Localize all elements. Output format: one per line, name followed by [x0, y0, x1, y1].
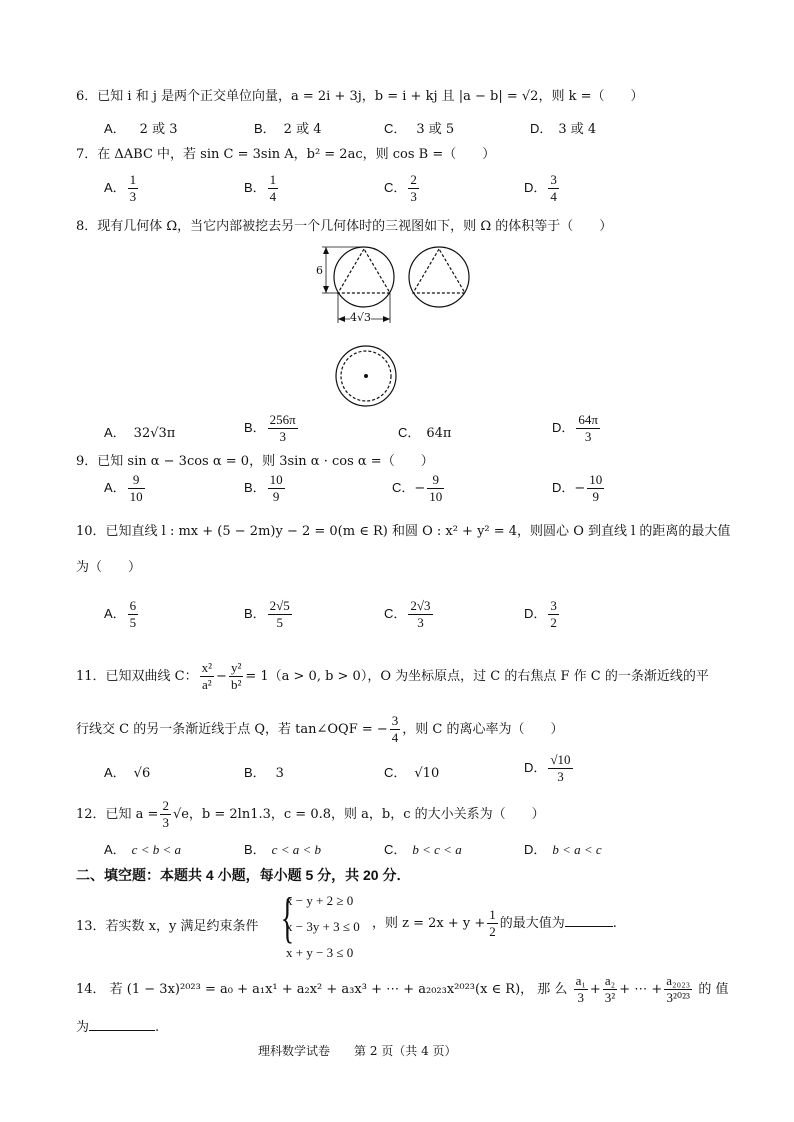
q7-option-a[interactable]: A． $\frac{1}{3}$	[104, 172, 137, 204]
q10-option-d[interactable]: D． $\frac{3}{2}$	[524, 598, 557, 630]
q13-constraint-brace: {	[280, 887, 295, 949]
q9-option-c[interactable]: C．− $\frac{9}{10}$	[392, 472, 443, 504]
q13-stem-a: 13．若实数 x，y 满足约束条件	[76, 919, 259, 934]
q9-option-d[interactable]: D．− $\frac{10}{9}$	[552, 472, 603, 504]
height-dim-label: 6	[316, 264, 323, 277]
height-arrow-bottom	[323, 286, 329, 293]
q8-option-d[interactable]: D． $\frac{64\pi}{3}$	[552, 412, 598, 444]
top-view-center-dot	[364, 374, 368, 378]
q14-answer-blank[interactable]	[89, 1018, 155, 1031]
q9-stem: 9．已知 sin α − 3cos α = 0，则 3sin α · cos α =（ ）	[76, 454, 434, 469]
q6-option-d[interactable]: D． 3 或 4	[530, 121, 597, 137]
q10-stem-line1: 10．已知直线 l : mx + (5 − 2m)y − 2 = 0(m ∈ R) 和圆 O : x² + y² = 4，则圆心 O 到直线 l 的距离的最大值	[76, 524, 731, 539]
q13-constraint-1: x − y + 2 ≥ 0	[286, 893, 354, 908]
q6-stem: 6．已知 i 和 j 是两个正交单位向量，a = 2i + 3j，b = i + kj 且 |a − b| = √2，则 k =（ ）	[76, 89, 644, 104]
q6-option-b[interactable]: B． 2 或 4	[254, 121, 322, 137]
q11-option-d[interactable]: D． $\frac{√10}{3}$	[524, 752, 571, 784]
q13-constraint-3: x + y − 3 ≤ 0	[286, 945, 354, 960]
q12-option-d[interactable]: D． b < a < c	[524, 842, 602, 857]
q11-option-b[interactable]: B． 3	[244, 765, 284, 781]
side-view-circle	[409, 247, 469, 307]
q8-option-c[interactable]: C． 64π	[398, 425, 452, 441]
q14-stem-line1: 14． 若 (1 − 3x)²⁰²³ = a₀ + a₁x¹ + a₂x² + a₃x³ + ⋯ + a₂₀₂₃x²⁰²³(x ∈ R)， 那 么 $\frac{\text{a₁}}{3}$ + $\frac{\text{a₂}}{\text{3²}}$ + ⋯ + $\frac{\text{a₂₀₂₃}}{\text{3²⁰²³}}$ 的 值	[76, 973, 729, 1005]
q11-option-c[interactable]: C． √10	[384, 765, 440, 781]
q11-stem-line2: 行线交 C 的另一条渐近线于点 Q，若 tan∠OQF = − $\frac{3}{4}$ ，则 C 的离心率为（ ）	[76, 713, 564, 745]
width-arrow-right	[383, 316, 390, 322]
q8-stem: 8．现有几何体 Ω，当它内部被挖去另一个几何体时的三视图如下，则 Ω 的体积等于（ ）	[76, 219, 613, 234]
q7-option-d[interactable]: D． $\frac{3}{4}$	[524, 172, 557, 204]
front-view-circle	[334, 247, 394, 307]
q6-option-c[interactable]: C． 3 或 5	[384, 121, 455, 137]
three-view-diagram	[0, 238, 794, 408]
q12-stem: 12．已知 a = $\frac{2}{3}$ √e，b = 2ln1.3，c = 0.8，则 a，b，c 的大小关系为（ ）	[76, 798, 545, 830]
q7-option-b[interactable]: B． $\frac{1}{4}$	[244, 172, 277, 204]
q10-option-b[interactable]: B． $\frac{2√5}{5}$	[244, 598, 290, 630]
q12-option-a[interactable]: A． c < b < a	[104, 842, 181, 857]
side-view-triangle	[413, 249, 465, 293]
q12-option-c[interactable]: C． b < c < a	[384, 842, 462, 857]
q7-stem: 7．在 ΔABC 中，若 sin C = 3sin A，b² = 2ac，则 cos B =（ ）	[76, 147, 496, 162]
q13-answer-blank[interactable]	[565, 914, 613, 927]
q9-option-b[interactable]: B． $\frac{10}{9}$	[244, 472, 283, 504]
q6-option-a[interactable]: A． 2 或 3	[104, 121, 178, 137]
front-view-triangle	[338, 249, 390, 293]
q10-option-a[interactable]: A． $\frac{6}{5}$	[104, 598, 137, 630]
q11-option-a[interactable]: A． √6	[104, 765, 151, 781]
section-2-heading: 二、填空题：本题共 4 小题，每小题 5 分，共 20 分．	[76, 867, 411, 883]
width-dim-label: 4√3	[350, 311, 372, 324]
q13-stem-b: ，则 z = 2x + y + $\frac{1}{2}$ 的最大值为 .	[372, 907, 617, 939]
q8-option-b[interactable]: B． $\frac{256\pi}{3}$	[244, 412, 296, 444]
height-arrow-top	[323, 247, 329, 254]
page-footer: 理科数学试卷 第 2 页（共 4 页）	[258, 1044, 457, 1058]
q10-option-c[interactable]: C． $\frac{2√3}{3}$	[384, 598, 431, 630]
q12-option-b[interactable]: B． c < a < b	[244, 842, 321, 857]
q11-stem-line1: 11．已知双曲线 C： $\frac{\text{x²}}{\text{a²}}$ − $\frac{\text{y²}}{\text{b²}}$ = 1（a > 0, b > 0），O 为坐标原点，过 C 的右焦点 F 作 C 的一条渐近线的平	[76, 660, 709, 692]
q10-stem-line2: 为（ ）	[76, 560, 142, 575]
q13-constraint-2: x − 3y + 3 ≤ 0	[286, 919, 360, 934]
q7-option-c[interactable]: C． $\frac{2}{3}$	[384, 172, 417, 204]
width-arrow-left	[338, 316, 345, 322]
q8-option-a[interactable]: A． 32√3π	[104, 425, 176, 441]
q14-stem-line2: 为 .	[76, 1020, 160, 1035]
q9-option-a[interactable]: A． $\frac{9}{10}$	[104, 472, 143, 504]
